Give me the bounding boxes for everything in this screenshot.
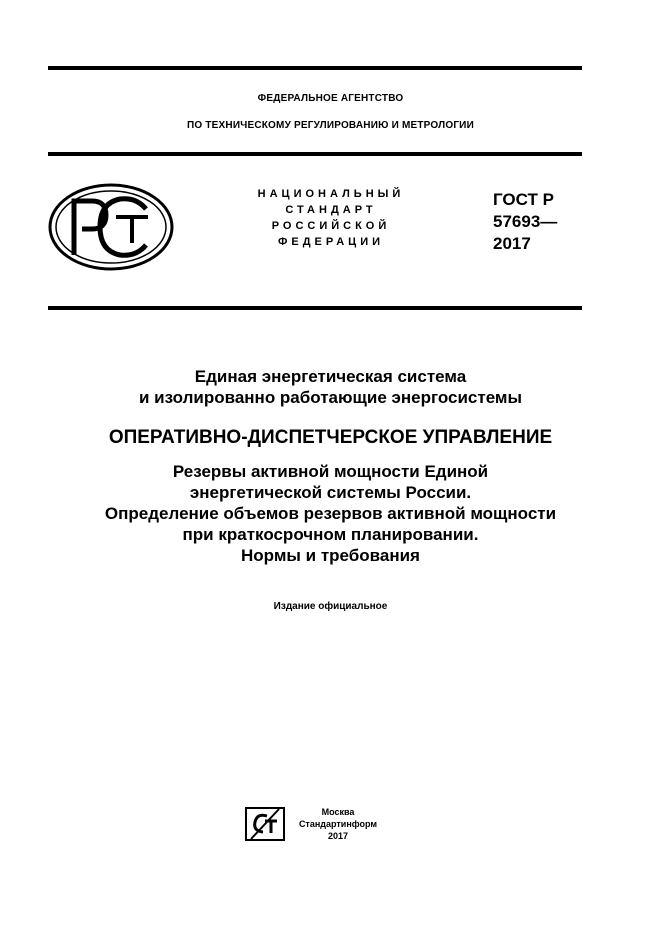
title-line-1: Единая энергетическая система <box>194 367 467 386</box>
national-line-1: НАЦИОНАЛЬНЫЙ <box>257 188 405 200</box>
standard-block-rule <box>48 306 582 310</box>
national-line-2: СТАНДАРТ <box>285 204 377 216</box>
agency-line-1: ФЕДЕРАЛЬНОЕ АГЕНТСТВО <box>257 93 404 104</box>
publisher-block <box>290 806 386 842</box>
title-lines-2 <box>0 461 661 566</box>
title-line-2: и изолированно работающие энергосистемы <box>138 388 523 407</box>
publisher-name: Стандартинформ <box>298 819 378 829</box>
gost-number: 57693— <box>493 212 558 231</box>
title-main: ОПЕРАТИВНО-ДИСПЕТЧЕРСКОЕ УПРАВЛЕНИЕ <box>108 427 553 448</box>
subtitle-line-3: Определение объемов резервов активной мощности <box>104 504 557 523</box>
gost-logo-icon <box>48 183 174 271</box>
header-rule <box>48 152 582 156</box>
gost-label: ГОСТ Р <box>493 190 554 209</box>
subtitle-line-4: при краткосрочном планировании. <box>182 525 479 544</box>
title-lines-1 <box>0 366 661 408</box>
publisher-year: 2017 <box>327 831 349 841</box>
publisher-city: Москва <box>321 807 355 817</box>
gost-designation <box>493 189 557 255</box>
top-rule <box>48 66 582 70</box>
subtitle-line-2: энергетической системы России. <box>189 483 472 502</box>
edition-label: Издание официальное <box>273 601 388 612</box>
subtitle-line-5: Нормы и требования <box>241 546 420 565</box>
gost-year: 2017 <box>493 234 531 253</box>
standartinform-logo-icon <box>245 807 285 841</box>
national-line-3: РОССИЙСКОЙ <box>271 220 391 232</box>
subtitle-line-1: Резервы активной мощности Единой <box>172 462 489 481</box>
agency-line-2: ПО ТЕХНИЧЕСКОМУ РЕГУЛИРОВАНИЮ И МЕТРОЛОГИИ <box>187 120 474 131</box>
national-line-4: ФЕДЕРАЦИИ <box>277 236 385 248</box>
national-standard-label <box>236 186 426 250</box>
